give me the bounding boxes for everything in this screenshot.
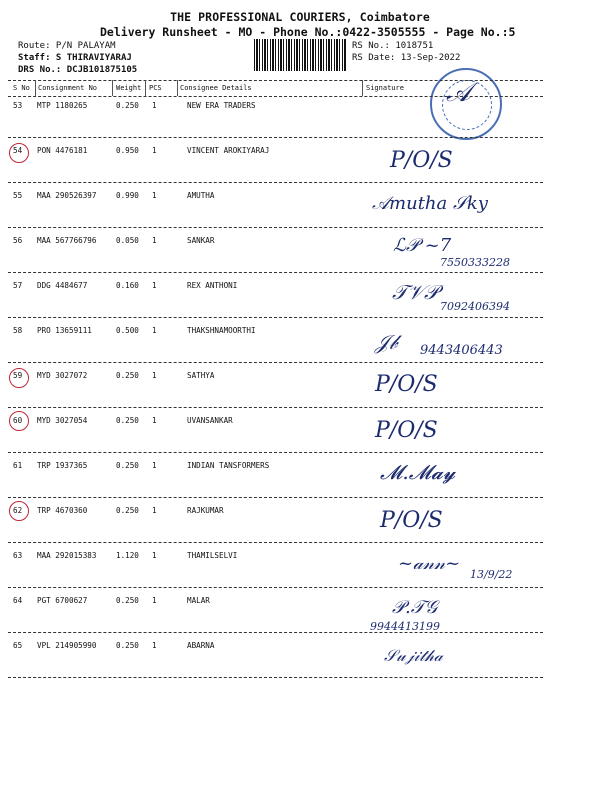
row-consignment: TRP 4670360	[37, 506, 88, 515]
signature-scribble: 𝒜	[446, 78, 471, 108]
row-pcs: 1	[152, 146, 157, 155]
col-divider	[112, 80, 113, 96]
row-pcs: 1	[152, 461, 157, 470]
row-consignee: THAMILSELVI	[187, 551, 238, 560]
col-header-consignee: Consignee Details	[180, 84, 252, 92]
handwritten-phone: 7550333228	[440, 256, 510, 269]
row-weight: 1.120	[116, 551, 139, 560]
row-consignment: DDG 4484677	[37, 281, 88, 290]
circle-mark	[9, 501, 29, 521]
signature-handwritten: P/O/S	[375, 418, 438, 443]
col-header-weight: Weight	[116, 84, 142, 92]
row-consignment: MYD 3027054	[37, 416, 88, 425]
col-divider	[362, 80, 363, 96]
row-pcs: 1	[152, 551, 157, 560]
rs-date: RS Date: 13-Sep-2022	[352, 53, 461, 63]
signature-scribble: ~𝒶𝓃𝓃~	[398, 553, 461, 574]
row-pcs: 1	[152, 101, 157, 110]
row-weight: 0.250	[116, 461, 139, 470]
row-separator	[8, 137, 543, 138]
signature-scribble: 𝒮𝓊𝒿𝒾𝓉𝒽𝒶	[384, 646, 443, 665]
row-weight: 0.250	[116, 506, 139, 515]
row-consignee: MALAR	[187, 596, 210, 605]
row-sno: 53	[13, 101, 23, 110]
row-sno: 54	[13, 146, 23, 155]
row-sno: 57	[13, 281, 23, 290]
row-consignee: SATHYA	[187, 371, 215, 380]
row-weight: 0.250	[116, 596, 139, 605]
signature-scribble: 𝒜mutha 𝒮ky	[372, 193, 488, 214]
row-sno: 64	[13, 596, 23, 605]
row-sno: 61	[13, 461, 23, 470]
circle-mark	[9, 143, 29, 163]
row-consignment: PON 4476181	[37, 146, 88, 155]
signature-scribble: 𝒫.𝒯𝒢	[392, 597, 438, 618]
row-consignee: SANKAR	[187, 236, 215, 245]
row-weight: 0.250	[116, 416, 139, 425]
row-pcs: 1	[152, 641, 157, 650]
row-consignment: PGT 6700627	[37, 596, 88, 605]
row-separator	[8, 632, 543, 633]
signature-scribble: ℒ𝒫 ~7	[393, 235, 452, 256]
row-sno: 58	[13, 326, 23, 335]
row-pcs: 1	[152, 326, 157, 335]
row-separator	[8, 317, 543, 318]
row-pcs: 1	[152, 191, 157, 200]
route-label: Route: P/N PALAYAM	[18, 41, 116, 51]
row-consignee: REX ANTHONI	[187, 281, 238, 290]
rs-number: RS No.: 1018751	[352, 41, 434, 51]
row-pcs: 1	[152, 416, 157, 425]
row-pcs: 1	[152, 236, 157, 245]
row-weight: 0.250	[116, 641, 139, 650]
row-sno: 56	[13, 236, 23, 245]
row-consignment: VPL 214905990	[37, 641, 97, 650]
signature-handwritten: P/O/S	[375, 372, 438, 397]
row-pcs: 1	[152, 281, 157, 290]
row-separator	[8, 677, 543, 678]
row-consignment: MAA 567766796	[37, 236, 97, 245]
row-consignment: MTP 1180265	[37, 101, 88, 110]
row-weight: 0.990	[116, 191, 139, 200]
document-subtitle: Delivery Runsheet - MO - Phone No.:0422-3505555 - Page No.:5	[100, 25, 516, 39]
row-weight: 0.950	[116, 146, 139, 155]
col-header-pcs: PCS	[149, 84, 162, 92]
row-weight: 0.050	[116, 236, 139, 245]
circle-mark	[9, 411, 29, 431]
signature-handwritten: P/O/S	[390, 148, 453, 173]
row-sno: 60	[13, 416, 23, 425]
row-consignee: VINCENT AROKIYARAJ	[187, 146, 270, 155]
row-consignee: AMUTHA	[187, 191, 215, 200]
row-sno: 63	[13, 551, 23, 560]
signature-scribble: 𝒥𝒷	[375, 330, 398, 354]
row-pcs: 1	[152, 596, 157, 605]
row-consignment: MYD 3027072	[37, 371, 88, 380]
row-separator	[8, 182, 543, 183]
signature-scribble: 𝓜.𝓜𝓪𝔂	[380, 460, 456, 484]
row-consignee: THAKSHNAMOORTHI	[187, 326, 256, 335]
col-divider	[177, 80, 178, 96]
signature-scribble: 𝒯𝒱𝒫	[392, 280, 439, 304]
row-sno: 55	[13, 191, 23, 200]
row-pcs: 1	[152, 371, 157, 380]
col-header-consignment: Consignment No	[38, 84, 98, 92]
col-header-sno: S No	[13, 84, 30, 92]
row-separator	[8, 587, 543, 588]
row-separator	[8, 542, 543, 543]
row-separator	[8, 407, 543, 408]
row-sno: 62	[13, 506, 23, 515]
row-consignee: INDIAN TANSFORMERS	[187, 461, 270, 470]
signature-handwritten: P/O/S	[380, 508, 443, 533]
row-separator	[8, 227, 543, 228]
staff-label: Staff: S THIRAVIYARAJ	[18, 53, 132, 63]
row-separator	[8, 452, 543, 453]
document-title: THE PROFESSIONAL COURIERS, Coimbatore	[170, 10, 430, 24]
row-weight: 0.250	[116, 371, 139, 380]
drs-number: DRS No.: DCJB101875105	[18, 65, 138, 75]
row-separator	[8, 272, 543, 273]
row-sno: 59	[13, 371, 23, 380]
handwritten-phone: 9944413199	[370, 620, 440, 633]
col-divider	[35, 80, 36, 96]
row-consignment: MAA 290526397	[37, 191, 97, 200]
row-weight: 0.160	[116, 281, 139, 290]
row-consignee: ABARNA	[187, 641, 215, 650]
row-separator	[8, 362, 543, 363]
row-consignment: PRO 13659111	[37, 326, 92, 335]
row-consignee: UVANSANKAR	[187, 416, 233, 425]
row-sno: 65	[13, 641, 23, 650]
handwritten-date: 13/9/22	[470, 568, 513, 581]
row-consignee: NEW ERA TRADERS	[187, 101, 256, 110]
row-weight: 0.250	[116, 101, 139, 110]
row-separator	[8, 497, 543, 498]
barcode	[254, 39, 346, 71]
col-divider	[145, 80, 146, 96]
row-consignment: TRP 1937365	[37, 461, 88, 470]
handwritten-phone: 7092406394	[440, 300, 510, 313]
col-header-signature: Signature	[366, 84, 404, 92]
row-consignee: RAJKUMAR	[187, 506, 224, 515]
row-consignment: MAA 292015383	[37, 551, 97, 560]
row-weight: 0.500	[116, 326, 139, 335]
circle-mark	[9, 368, 29, 388]
row-pcs: 1	[152, 506, 157, 515]
handwritten-phone: 9443406443	[420, 343, 503, 358]
